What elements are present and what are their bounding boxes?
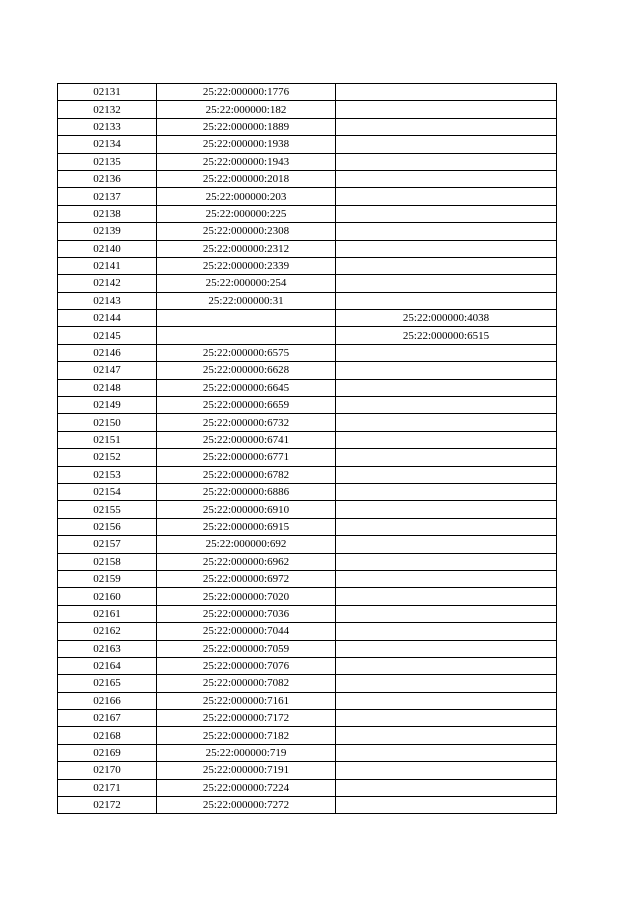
cadastral-number-alt-cell (336, 344, 557, 361)
table-row (58, 240, 557, 257)
cadastral-number-cell: 25:22:000000:31 (157, 292, 336, 309)
cadastral-number-alt-cell (336, 483, 557, 500)
row-number-cell: 02146 (58, 344, 157, 361)
cadastral-number-cell: 25:22:000000:7272 (157, 797, 336, 814)
cadastral-number-cell: 25:22:000000:719 (157, 744, 336, 761)
cadastral-number-alt-cell (336, 518, 557, 535)
cadastral-number-cell: 25:22:000000:254 (157, 275, 336, 292)
table-row (58, 205, 557, 222)
table-row (58, 136, 557, 153)
table-row (58, 797, 557, 814)
row-number-cell: 02151 (58, 431, 157, 448)
row-number-cell: 02150 (58, 414, 157, 431)
table-row (58, 501, 557, 518)
cadastral-number-cell: 25:22:000000:6741 (157, 431, 336, 448)
cadastral-number-alt-cell (336, 605, 557, 622)
row-number-cell: 02138 (58, 205, 157, 222)
cadastral-number-alt-cell (336, 188, 557, 205)
cadastral-number-cell: 25:22:000000:6910 (157, 501, 336, 518)
cadastral-number-cell: 25:22:000000:6575 (157, 344, 336, 361)
table-row (58, 762, 557, 779)
row-number-cell: 02164 (58, 657, 157, 674)
cadastral-number-alt-cell (336, 640, 557, 657)
row-number-cell: 02153 (58, 466, 157, 483)
cadastral-number-alt-cell (336, 292, 557, 309)
table-row (58, 466, 557, 483)
cadastral-number-alt-cell (336, 657, 557, 674)
row-number-cell: 02137 (58, 188, 157, 205)
row-number-cell: 02145 (58, 327, 157, 344)
cadastral-number-cell: 25:22:000000:6732 (157, 414, 336, 431)
cadastral-number-cell: 25:22:000000:6886 (157, 483, 336, 500)
cadastral-number-alt-cell (336, 257, 557, 274)
table-row (58, 292, 557, 309)
cadastral-number-alt-cell (336, 275, 557, 292)
cadastral-number-alt-cell (336, 397, 557, 414)
cadastral-number-alt-cell (336, 692, 557, 709)
cadastral-number-cell: 25:22:000000:2339 (157, 257, 336, 274)
row-number-cell: 02169 (58, 744, 157, 761)
table-row (58, 675, 557, 692)
cadastral-number-alt-cell (336, 727, 557, 744)
table-row (58, 431, 557, 448)
cadastral-number-alt-cell (336, 101, 557, 118)
row-number-cell: 02148 (58, 379, 157, 396)
table-row (58, 188, 557, 205)
table-row (58, 310, 557, 327)
table-row (58, 623, 557, 640)
table-row (58, 170, 557, 187)
table-row (58, 710, 557, 727)
row-number-cell: 02161 (58, 605, 157, 622)
table-row (58, 518, 557, 535)
cadastral-number-alt-cell (336, 779, 557, 796)
table-row (58, 692, 557, 709)
cadastral-number-cell (157, 327, 336, 344)
row-number-cell: 02136 (58, 170, 157, 187)
row-number-cell: 02166 (58, 692, 157, 709)
row-number-cell: 02133 (58, 118, 157, 135)
row-number-cell: 02149 (58, 397, 157, 414)
table-row (58, 327, 557, 344)
cadastral-number-alt-cell (336, 536, 557, 553)
table-row (58, 570, 557, 587)
registry-table-body (58, 84, 557, 814)
cadastral-number-cell: 25:22:000000:6962 (157, 553, 336, 570)
table-row (58, 744, 557, 761)
cadastral-number-cell: 25:22:000000:6771 (157, 449, 336, 466)
cadastral-number-cell: 25:22:000000:2312 (157, 240, 336, 257)
cadastral-number-cell: 25:22:000000:1889 (157, 118, 336, 135)
cadastral-number-alt-cell (336, 501, 557, 518)
cadastral-number-alt-cell (336, 223, 557, 240)
cadastral-number-alt-cell (336, 797, 557, 814)
cadastral-number-cell: 25:22:000000:2308 (157, 223, 336, 240)
table-row (58, 257, 557, 274)
row-number-cell: 02135 (58, 153, 157, 170)
row-number-cell: 02162 (58, 623, 157, 640)
cadastral-number-cell: 25:22:000000:6628 (157, 362, 336, 379)
row-number-cell: 02155 (58, 501, 157, 518)
cadastral-number-cell: 25:22:000000:203 (157, 188, 336, 205)
cadastral-number-cell: 25:22:000000:7044 (157, 623, 336, 640)
table-row (58, 588, 557, 605)
cadastral-number-alt-cell (336, 744, 557, 761)
cadastral-number-cell: 25:22:000000:1938 (157, 136, 336, 153)
cadastral-number-alt-cell (336, 170, 557, 187)
table-row (58, 483, 557, 500)
row-number-cell: 02157 (58, 536, 157, 553)
table-row (58, 223, 557, 240)
cadastral-number-alt-cell (336, 623, 557, 640)
cadastral-number-alt-cell (336, 118, 557, 135)
cadastral-number-alt-cell (336, 240, 557, 257)
cadastral-number-cell: 25:22:000000:7224 (157, 779, 336, 796)
row-number-cell: 02159 (58, 570, 157, 587)
table-row (58, 397, 557, 414)
row-number-cell: 02142 (58, 275, 157, 292)
table-row (58, 727, 557, 744)
cadastral-number-cell: 25:22:000000:6645 (157, 379, 336, 396)
cadastral-number-alt-cell (336, 710, 557, 727)
cadastral-number-cell: 25:22:000000:7191 (157, 762, 336, 779)
cadastral-number-alt-cell (336, 762, 557, 779)
table-row (58, 84, 557, 101)
table-row (58, 362, 557, 379)
table-row (58, 779, 557, 796)
cadastral-number-cell: 25:22:000000:7020 (157, 588, 336, 605)
table-row (58, 553, 557, 570)
cadastral-number-alt-cell (336, 205, 557, 222)
row-number-cell: 02158 (58, 553, 157, 570)
table-row (58, 414, 557, 431)
table-row (58, 118, 557, 135)
cadastral-number-cell: 25:22:000000:7076 (157, 657, 336, 674)
row-number-cell: 02167 (58, 710, 157, 727)
cadastral-number-cell: 25:22:000000:6782 (157, 466, 336, 483)
cadastral-number-alt-cell (336, 153, 557, 170)
cadastral-number-alt-cell (336, 449, 557, 466)
row-number-cell: 02144 (58, 310, 157, 327)
row-number-cell: 02171 (58, 779, 157, 796)
row-number-cell: 02170 (58, 762, 157, 779)
cadastral-number-cell: 25:22:000000:225 (157, 205, 336, 222)
registry-table (57, 83, 557, 814)
cadastral-number-alt-cell (336, 466, 557, 483)
table-row (58, 605, 557, 622)
cadastral-number-alt-cell: 25:22:000000:6515 (336, 327, 557, 344)
cadastral-number-cell (157, 310, 336, 327)
cadastral-number-alt-cell (336, 84, 557, 101)
cadastral-number-cell: 25:22:000000:2018 (157, 170, 336, 187)
row-number-cell: 02131 (58, 84, 157, 101)
cadastral-number-alt-cell (336, 414, 557, 431)
cadastral-number-alt-cell: 25:22:000000:4038 (336, 310, 557, 327)
cadastral-number-cell: 25:22:000000:7059 (157, 640, 336, 657)
cadastral-number-alt-cell (336, 136, 557, 153)
row-number-cell: 02156 (58, 518, 157, 535)
row-number-cell: 02139 (58, 223, 157, 240)
table-row (58, 275, 557, 292)
row-number-cell: 02172 (58, 797, 157, 814)
table-row (58, 657, 557, 674)
table-row (58, 640, 557, 657)
cadastral-number-cell: 25:22:000000:7082 (157, 675, 336, 692)
table-row (58, 536, 557, 553)
cadastral-number-cell: 25:22:000000:1776 (157, 84, 336, 101)
cadastral-number-cell: 25:22:000000:7182 (157, 727, 336, 744)
row-number-cell: 02134 (58, 136, 157, 153)
cadastral-number-alt-cell (336, 570, 557, 587)
row-number-cell: 02140 (58, 240, 157, 257)
table-row (58, 153, 557, 170)
cadastral-number-alt-cell (336, 553, 557, 570)
cadastral-number-alt-cell (336, 431, 557, 448)
row-number-cell: 02132 (58, 101, 157, 118)
cadastral-number-cell: 25:22:000000:7172 (157, 710, 336, 727)
cadastral-number-cell: 25:22:000000:6915 (157, 518, 336, 535)
cadastral-number-alt-cell (336, 362, 557, 379)
table-row (58, 449, 557, 466)
row-number-cell: 02168 (58, 727, 157, 744)
table-row (58, 344, 557, 361)
cadastral-number-cell: 25:22:000000:6972 (157, 570, 336, 587)
table-row (58, 379, 557, 396)
cadastral-number-alt-cell (336, 675, 557, 692)
cadastral-number-cell: 25:22:000000:182 (157, 101, 336, 118)
cadastral-number-cell: 25:22:000000:6659 (157, 397, 336, 414)
row-number-cell: 02165 (58, 675, 157, 692)
row-number-cell: 02160 (58, 588, 157, 605)
row-number-cell: 02143 (58, 292, 157, 309)
row-number-cell: 02152 (58, 449, 157, 466)
cadastral-number-cell: 25:22:000000:1943 (157, 153, 336, 170)
cadastral-number-cell: 25:22:000000:7036 (157, 605, 336, 622)
table-row (58, 101, 557, 118)
cadastral-number-cell: 25:22:000000:7161 (157, 692, 336, 709)
cadastral-number-alt-cell (336, 379, 557, 396)
row-number-cell: 02163 (58, 640, 157, 657)
row-number-cell: 02147 (58, 362, 157, 379)
row-number-cell: 02141 (58, 257, 157, 274)
cadastral-number-alt-cell (336, 588, 557, 605)
row-number-cell: 02154 (58, 483, 157, 500)
cadastral-number-cell: 25:22:000000:692 (157, 536, 336, 553)
